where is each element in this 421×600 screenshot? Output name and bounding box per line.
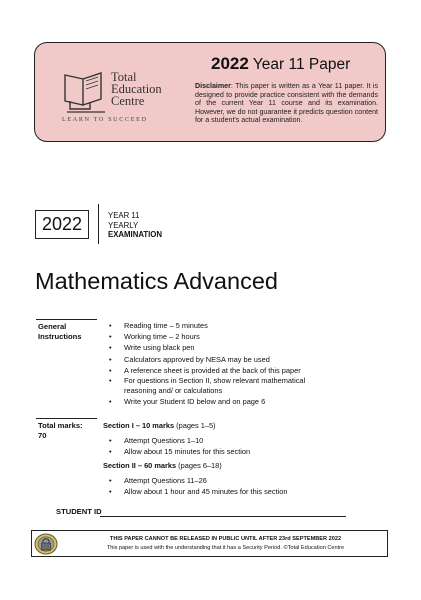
divider-line bbox=[98, 204, 99, 244]
header-banner bbox=[34, 42, 386, 142]
section-1-pages: (pages 1–5) bbox=[174, 421, 216, 430]
instructions-rule bbox=[36, 319, 97, 320]
paper-title bbox=[211, 54, 350, 74]
disclaimer-text: : This paper is written as a Year 11 paper. It is designed to provide practice consistent with the demands of the current Year 11 course and its examination. However, we do not guarantee it predicts question content for a student's actual examination. bbox=[195, 82, 378, 125]
logo-name-line-3: Centre bbox=[111, 94, 145, 108]
section-1-list bbox=[104, 435, 344, 457]
logo-name-line-1: Total bbox=[111, 70, 137, 84]
exam-line-3: EXAMINATION bbox=[108, 230, 162, 239]
section-1-title: Section I – 10 marks bbox=[103, 421, 175, 430]
exam-line-2: YEARLY bbox=[108, 220, 139, 230]
general-instructions-label-line-1: General bbox=[38, 322, 67, 331]
general-instructions-label-line-2: Instructions bbox=[38, 331, 82, 341]
total-marks-rule bbox=[36, 418, 97, 419]
instruction-item: • Working time – 2 hours bbox=[104, 331, 336, 342]
security-footer bbox=[31, 530, 388, 557]
exam-line-1: YEAR 11 bbox=[108, 211, 140, 220]
student-id-field[interactable] bbox=[100, 516, 346, 517]
logo-name bbox=[111, 71, 162, 107]
subject-title: Mathematics Advanced bbox=[35, 268, 278, 294]
section-2-item: • Allow about 1 hour and 45 minutes for this section bbox=[104, 486, 344, 497]
section-2-list bbox=[104, 475, 344, 497]
section-2-item: • Attempt Questions 11–26 bbox=[104, 475, 344, 486]
section-1-heading bbox=[103, 421, 216, 430]
logo-name-line-2: Education bbox=[111, 82, 162, 96]
instruction-item: • A reference sheet is provided at the back of this paper bbox=[104, 365, 336, 376]
instruction-item: • Reading time – 5 minutes bbox=[104, 320, 336, 331]
security-period-notice: THIS PAPER CANNOT BE RELEASED IN PUBLIC UNTIL AFTER 23rd SEPTEMBER 2022 bbox=[109, 536, 342, 542]
section-1-item: • Attempt Questions 1–10 bbox=[104, 435, 344, 446]
paper-year: 2022 bbox=[211, 54, 249, 73]
exam-year-box: 2022 bbox=[35, 210, 89, 239]
total-marks-value: 70 bbox=[38, 431, 47, 440]
instruction-item: • Calculators approved by NESA may be used bbox=[104, 354, 336, 365]
total-marks-label bbox=[38, 421, 83, 441]
instruction-item: • Write your Student ID below and on page 6 bbox=[104, 396, 336, 407]
student-id-label: STUDENT ID bbox=[56, 507, 102, 516]
logo-tagline: LEARN TO SUCCEED bbox=[62, 116, 148, 123]
section-2-heading bbox=[103, 461, 222, 470]
section-2-pages: (pages 6–18) bbox=[176, 461, 222, 470]
disclaimer-label: Disclaimer bbox=[195, 82, 231, 90]
security-period-copyright: This paper is used with the understanding that it has a Security Period. ©Total Education Centre bbox=[106, 545, 345, 551]
disclaimer bbox=[195, 82, 378, 125]
total-marks-text: Total marks: bbox=[38, 421, 83, 430]
exam-type bbox=[108, 211, 162, 240]
section-1-item: • Allow about 15 minutes for this section bbox=[104, 446, 344, 457]
paper-title-text: Year 11 Paper bbox=[252, 56, 351, 73]
book-computer-icon bbox=[61, 69, 109, 113]
section-2-title: Section II – 60 marks bbox=[103, 461, 177, 470]
instruction-item: • For questions in Section II, show relevant mathematical reasoning and/ or calculations bbox=[104, 376, 336, 396]
total-education-centre-logo bbox=[61, 69, 171, 129]
general-instructions-label bbox=[38, 322, 98, 341]
general-instructions-list bbox=[104, 320, 336, 408]
instruction-item: • Write using black pen bbox=[104, 342, 336, 353]
